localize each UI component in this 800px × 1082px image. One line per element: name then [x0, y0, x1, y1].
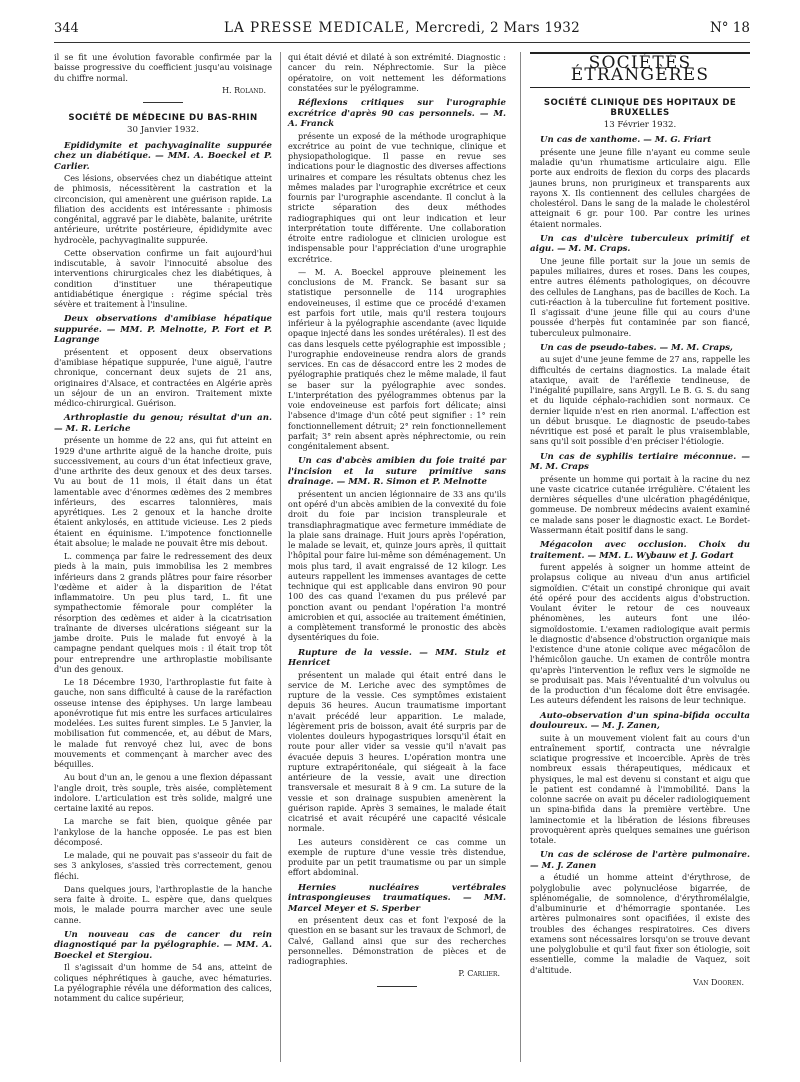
signature: H. Roland. [222, 85, 266, 95]
article-title: Epididymite et pachyvaginalite suppurée chez un diabétique. — MM. A. Boeckel et P. Carlier. [54, 140, 272, 172]
article-title: Auto-observation d'un spina-bifida occulta douloureux. — M. J. Zanen, [530, 710, 750, 731]
column-1 [54, 52, 272, 1006]
article-paragraph: furent appelés à soigner un homme atteint de prolapsus colique au niveau d'un anus artificiel sigmoïdien. C'était un constipé chronique qui avait été opéré pour des accidents aigus d'obstruction. Voulant éviter le retour de ces nouveaux phénomènes, les auteurs font une iléo-sigmoïdostomie. L'examen radiologique avait permis le diagnostic d'absence d'obstruction organique mais l'existence d'une atonie colique avec mégacôlon de l'hémicôlon gauche. Un examen de contrôle montra qu'après l'intervention le reflux vers le sigmoïde ne se produisait pas. Mais l'éventualité d'un volvulus ou de la production d'un fécalome doit être envisagée. Les auteurs défendent les raisons de leur technique. [530, 562, 750, 706]
column-2 [288, 52, 506, 995]
article-paragraph: Les auteurs considèrent ce cas comme un exemple de rupture d'une vessie très distendue, produite par un petit traumatisme ou par un simple effort abdominal. [288, 836, 506, 878]
article-paragraph: présentent un malade qui était entré dans le service de M. Leriche avec des symptômes de rupture de la vessie. Ces symptômes existaient depuis 36 heures. Aucun traumatisme important n'avait précédé leur apparition. Le malade, légèrement pris de boisson, avait été surpris par de violentes douleurs hypogastriques lorsqu'il était en route pour aller vider sa vessie qu'il n'avait pas évacuée depuis 3 heures. L'opération montra une rupture extrapéritonéale, qui siégeait à la face antérieure de la vessie, avait une direction transversale et mesurait 8 à 9 cm. La suture de la vessie et son drainage suspubien amenèrent la guérison rapide. Après 3 semaines, le malade était cicatrisé et avait récupéré une capacité vésicale normale. [288, 669, 506, 834]
journal-title [224, 20, 580, 36]
society-date: 30 Janvier 1932. [127, 125, 199, 136]
article-paragraph: présentent et opposent deux observations d'amibiase hépatique suppurée, l'une aiguë, l'autre chronique, concernant deux sujets de 21 ans, originaires d'Alsace, et contractées en Algérie après un séjour de un an environ. Traitement mixte médico-chirurgical. Guérison. [54, 346, 272, 408]
article-title: Hernies nucléaires vertébrales intraspongieuses traumatiques. — MM. Marcel Meyer et S. Sperber [288, 882, 506, 914]
intro-text: il se fit une évolution favorable confirmée par la baisse progressive du coefficient jusqu'au voisinage du chiffre normal. [54, 52, 272, 83]
section-banner [530, 52, 750, 88]
society-title: SOCIÉTÉ CLINIQUE DES HOPITAUX DE BRUXELLES [543, 97, 737, 118]
article-title: Un cas de syphilis tertiaire méconnue. — M. M. Craps [530, 451, 750, 472]
article-paragraph: Ces lésions, observées chez un diabétique atteint de phimosis, nécessitèrent la castration et la circoncision, qui amenèrent une guérison rapide. La filiation des accidents est intéressante : phimosis congénital, aggravé par le diabète, balanite, urétrite antérieure, urétrite postérieure, épididymite avec hydrocèle, pachyvaginalite suppurée. [54, 173, 272, 245]
society-title: SOCIÉTÉ DE MÉDECINE DU BAS-RHIN [68, 113, 258, 123]
issue-number: N° 18 [709, 20, 750, 36]
issue-date: Mercredi, 2 Mars 1932 [415, 20, 581, 36]
article-paragraph: Cette observation confirme un fait aujourd'hui indiscutable, à savoir l'innocuité absolue des interventions chirurgicales chez les diabétiques, à condition d'instituer une thérapeutique antidiabétique énergique : régime spécial très sévère et traitement à l'insuline. [54, 247, 272, 309]
article-paragraph: La marche se fait bien, quoique gênée par l'ankylose de la hanche opposée. Le pas est bien décomposé. [54, 816, 272, 847]
article-paragraph: présentent un ancien légionnaire de 33 ans qu'ils ont opéré d'un abcès amibien de la convexité du foie droit du foie par incision transpleurale et transdiaphragmatique avec fermeture immédiate de la plaie sans drainage. Huit jours après l'opération, le malade se levait, et, quinze jours après, il quittait l'hôpital pour faire lui-même son déménagement. Un mois plus tard, il avait engraissé de 12 kilogr. Les auteurs rappellent les immenses avantages de cette technique qui est applicable dans environ 90 pour 100 des cas quand l'examen du pus prélevé par ponction avant ou pendant l'opération l'a montré amicrobien et qui, associée au traitement émétinien, a complètement transformé le pronostic des abcès dysentériques du foie. [288, 488, 506, 643]
article-paragraph: Il s'agissait d'un homme de 54 ans, atteint de coliques néphrétiques à gauche, avec hématuries. La pyélographie révéla une déformation des calices, notamment du calice supérieur, [54, 962, 272, 1003]
article-title: Arthroplastie du genou; résultat d'un an. — M. R. Leriche [54, 413, 272, 434]
article-paragraph: Le malade, qui ne pouvait pas s'asseoir du fait de ses 3 ankyloses, s'assied très correctement, genou fléchi. [54, 850, 272, 881]
article-title: Deux observations d'amibiase hépatique suppurée. — MM. P. Melnotte, P. Fort et P. Lagrange [54, 314, 272, 346]
column-divider [520, 52, 521, 1062]
article-paragraph: Le 18 Décembre 1930, l'arthroplastie fut faite à gauche, non sans difficulté à cause de la raréfaction osseuse intense des épiphyses. Un large lambeau aponévrotique fut mis entre les surfaces articulaires modelées. Les suites furent simples. Le 5 Janvier, la mobilisation fut commencée, et, au début de Mars, le malade fut renvoyé chez lui, avec de bons mouvements et commençant à marcher avec des béquilles. [54, 677, 272, 769]
article-title: Un cas de pseudo-tabes. — M. M. Craps, [540, 342, 733, 353]
article-paragraph: suite à un mouvement violent fait au cours d'un entraînement sportif, contracta une névralgie sciatique progressive et incoercible. Après de très nombreux essais thérapeutiques, médicaux et physiques, le mal est devenu si constant et aigu que le patient est condamné à l'immobilité. Dans la colonne sacrée on avait pu déceler radiologiquement un spina-bifida dans la première vertèbre. Une laminectomie et la libération de lésions fibreuses provoquèrent après quelques semaines une guérison totale. [530, 732, 750, 845]
article-title: Un nouveau cas de cancer du rein diagnostiqué par la pyélographie. — MM. A. Boeckel et Stergiou. [54, 929, 272, 961]
signature: P. Carlier. [458, 969, 500, 979]
article-title: Rupture de la vessie. — MM. Stulz et Henricet [288, 647, 506, 668]
article-paragraph: présente une jeune fille n'ayant eu comme seule maladie qu'un rhumatisme articulaire aigu. Elle porte aux endroits de flexion du corps des placards jaunes bruns, non prurigineux et transparents aux rayons X. Ils contiennent des cellules chargées de cholestérol. Dans le sang de la malade le cholestérol atteignait 6 gr. pour 100. Par contre les urines étaient normales. [530, 146, 750, 229]
article-paragraph: au sujet d'une jeune femme de 27 ans, rappelle les difficultés de certains diagnostics. La malade était ataxique, avait de l'aréflexie tendineuse, de l'inégalité pupillaire, sans Argyll. Le B. G. S. du sang et du liquide céphalo-rachidien sont normaux. Ce dernier liquide n'est en rien anormal. L'affection est un début brusque. Le diagnostic de pseudo-tabes névritique est posé et paraît le plus vraisemblable, sans qu'il soit possible d'en préciser l'étiologie. [530, 354, 750, 447]
society-date: 13 Février 1932. [603, 120, 677, 130]
column-divider [280, 52, 281, 1062]
newspaper-page [54, 18, 750, 1068]
article-paragraph: présente un exposé de la méthode urographique excrétrice au point de vue technique, clinique et physiopathologique. Il passe en revue ses indications pour le diagnostic des diverses affections urinaires et compare les résultats obtenus chez les mêmes malades par l'urographie excrétrice et ceux fournis par l'urographie ascendante. Il conclut à la stricte séparation des deux méthodes radiographiques qui ont leur indication et leur interprétation toute différente. Une collaboration étroite entre radiologue et clinicien urologue est indispensable pour l'appréciation d'une urographie excrétrice. [288, 130, 506, 264]
article-paragraph: présente un homme qui portait à la racine du nez une vaste cicatrice cutanée irrégulière. C'étaient les dernières séquelles d'une ulcération phagédénique, gommeuse. De nombreux médecins avaient examiné ce malade sans poser le diagnostic exact. Le Bordet-Wassermann était positif dans le sang. [530, 473, 750, 535]
column-3 [530, 52, 750, 992]
separator [143, 102, 183, 103]
article-paragraph: Une jeune fille portait sur la joue un semis de papules miliaires, dures et roses. Dans les coupes, entre autres éléments pathologiques, on découvre des cellules de Langhans, pas de bacilles de Koch. La cuti-réaction à la tuberculine fut fortement positive. Il s'agissait d'une jeune fille qui au cours d'une poussée d'herpès fut contaminée par son fiancé, tuberculeux pulmonaire. [530, 255, 750, 338]
article-paragraph: Au bout d'un an, le genou a une flexion dépassant l'angle droit, très souple, très aisée, complètement indolore. L'articulation est très solide, malgré une certaine laxité au repos. [54, 772, 272, 813]
article-title: Mégacolon avec occlusion. Choix du traitement. — MM. L. Wybauw et J. Godart [530, 540, 750, 561]
article-paragraph: L. commença par faire le redressement des deux pieds à la main, puis immobilisa les 2 membres inférieurs dans 2 grands plâtres pour faire résorber l'œdème et aider à la disparition de l'état inflammatoire. Un peu plus tard, L. fit une sympathectomie fémorale pour compléter la résorption des œdèmes et aider à la cicatrisation traînante de diverses ulcérations siégeant sur la jambe droite. Puis le malade fut envoyé à la campagne pendant quelques mois : il était trop tôt pour entreprendre une arthroplastie mobilisante d'un des genoux. [54, 551, 272, 674]
page-header [54, 18, 750, 43]
article-title: Réflexions critiques sur l'urographie excrétrice d'après 90 cas personnels. — M. A. Franck [288, 98, 506, 129]
journal-name: LA PRESSE MEDICALE, [224, 20, 411, 36]
article-title: Un cas de sclérose de l'artère pulmonaire. — M. J. Zanen [530, 850, 750, 871]
article-paragraph: — M. A. Boeckel approuve pleinement les conclusions de M. Franck. Se basant sur sa statistique personnelle de 114 urographies endoveineuses, il estime que ce procédé d'examen est parfois fort utile, mais qu'il restera toujours inférieur à la pyélographie ascendante (avec liquide opaque injecté dans les sondes urétérales). Il est des cas dans lesquels cette pyélographie est impossible ; l'urographie endoveineuse rendra alors de grands services. En cas de désaccord entre les 2 modes de pyélographie pratiqués chez le même malade, il faut se baser sur la pyélographie avec sondes. L'interprétation des pyélogrammes obtenus par la voie endoveineuse est parfois fort délicate; ainsi l'absence d'image d'un côté peut signifier : 1° rein fonctionnellement détruit; 2° rein fonctionnellement parfait; 3° rein absent après néphrectomie, ou rein congénitalement absent. [288, 266, 506, 451]
separator [377, 986, 417, 987]
article-paragraph: qui était dévié et dilaté à son extrémité. Diagnostic : cancer du rein. Néphrectomie. Sur la pièce opératoire, on voit nettement les déformations constatées sur le pyélogramme. [288, 52, 506, 93]
article-paragraph: Dans quelques jours, l'arthroplastie de la hanche sera faite à droite. L. espère que, dans quelques mois, le malade pourra marcher avec une seule canne. [54, 883, 272, 925]
article-paragraph: a étudié un homme atteint d'érythrose, de polyglobulie avec polynucléose bigarrée, de splénomégalie, de somnolence, d'érythromélalgie, d'albuminurie et d'hémorragie spontanée. Les artères pulmonaires sont opacifiées, il existe des troubles des échanges respiratoires. Ces divers examens sont nécessaires lorsqu'on se trouve devant une polyglobulie et qu'il faut fixer son étiologie, soit essentielle, comme la maladie de Vaquez, soit d'altitude. [530, 872, 750, 975]
signature: Van Dooren. [693, 977, 744, 987]
article-title: Un cas d'ulcère tuberculeux primitif et aigu. — M. M. Craps. [530, 233, 750, 255]
article-title: Un cas d'abcès amibien du foie traité par l'incision et la suture primitive sans drainage. — MM. R. Simon et P. Melnotte [288, 456, 506, 488]
section-title: SOCIÉTÉS ÉTRANGÈRES [570, 53, 710, 86]
article-title: Un cas de xanthome. — M. G. Friart [540, 135, 712, 146]
article-paragraph: en présentent deux cas et font l'exposé de la question en se basant sur les travaux de Schmorl, de Calvé, Galland ainsi que sur des recherches personnelles. Démonstration de pièces et de radiographies. [288, 915, 506, 966]
article-paragraph: présente un homme de 22 ans, qui fut atteint en 1929 d'une arthrite aiguë de la hanche droite, puis successivement, au cours d'un état infectieux grave, d'une arthrite des deux genoux et des deux tarses. Vu au bout de 11 mois, il était dans un état lamentable avec d'énormes œdèmes des 2 membres inférieurs, des escarres talonnières, mais apyrétiques. Les 2 genoux et la hanche droite étaient ankylosés, en attitude vicieuse. Les 2 pieds étaient en équinisme. L'impotence fonctionnelle était absolue; le malade ne pouvait être mis debout. [54, 435, 272, 548]
page-number: 344 [54, 21, 79, 36]
